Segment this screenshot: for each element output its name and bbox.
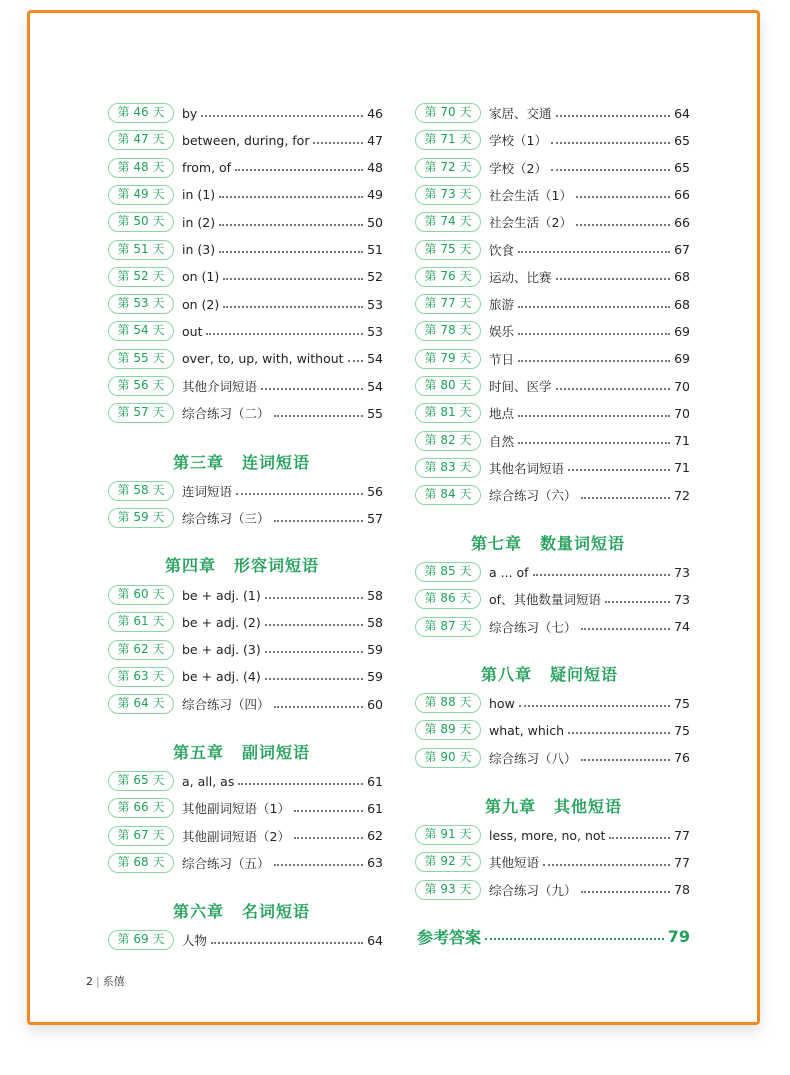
- day-badge: 第 67 天: [108, 826, 174, 846]
- day-badge: 第 88 天: [415, 693, 481, 713]
- entry-title: 其他介词短语: [182, 379, 258, 394]
- entry-title: 其他副词短语（1）: [182, 801, 290, 817]
- entry-title: 综合练习（二）: [182, 406, 270, 422]
- dot-leader: [265, 596, 363, 599]
- entry-page: 65: [674, 160, 690, 176]
- dot-leader: [235, 168, 363, 171]
- toc-entry[interactable]: [108, 184, 383, 206]
- day-badge: 第 85 天: [415, 562, 481, 582]
- entry-title: 节日: [489, 351, 515, 367]
- chapter-name: 疑问短语: [550, 665, 619, 684]
- dot-leader: [533, 573, 671, 576]
- answers-label: 参考答案: [417, 927, 482, 947]
- dot-leader: [519, 704, 670, 707]
- dot-leader: [518, 414, 670, 417]
- entry-title: on (2): [182, 296, 220, 312]
- entry-page: 67: [674, 242, 690, 257]
- toc-entry[interactable]: [415, 348, 690, 370]
- entry-title: how: [489, 695, 515, 711]
- page-footer: [86, 973, 125, 989]
- day-badge: 第 66 天: [108, 798, 174, 818]
- day-badge: 第 53 天: [108, 294, 174, 314]
- day-badge: 第 65 天: [108, 771, 174, 791]
- entry-page: 63: [367, 855, 383, 871]
- dot-leader: [219, 223, 363, 226]
- entry-title: what, which: [489, 722, 565, 738]
- toc-entry[interactable]: [415, 747, 690, 769]
- day-badge: 第 80 天: [415, 376, 481, 396]
- day-badge: 第 58 天: [108, 481, 174, 501]
- entry-page: 59: [367, 642, 383, 658]
- entry-title: between, during, for: [182, 132, 310, 148]
- chapter-heading-6[interactable]: [173, 899, 310, 922]
- day-badge: 第 69 天: [108, 930, 174, 950]
- dot-leader: [274, 414, 364, 417]
- day-badge: 第 64 天: [108, 694, 174, 714]
- dot-leader: [236, 492, 363, 495]
- day-badge: 第 90 天: [415, 748, 481, 768]
- entry-page: 69: [674, 351, 690, 367]
- toc-entry[interactable]: [108, 611, 383, 633]
- toc-entry[interactable]: [415, 293, 690, 315]
- entry-title: be + adj. (1): [182, 587, 261, 603]
- entry-page: 53: [367, 296, 383, 312]
- entry-title: 综合练习（三）: [182, 511, 270, 527]
- entry-page: 78: [674, 882, 690, 898]
- entry-page: 52: [367, 269, 383, 285]
- dot-leader: [518, 250, 670, 253]
- toc-entry[interactable]: [108, 639, 383, 661]
- entry-title: by: [182, 105, 198, 121]
- toc-entry[interactable]: [108, 480, 383, 502]
- toc-entry[interactable]: [108, 266, 383, 288]
- dot-leader: [543, 863, 670, 866]
- day-badge: 第 74 天: [415, 212, 481, 232]
- entry-title: in (1): [182, 187, 216, 203]
- toc-entry[interactable]: [415, 588, 690, 610]
- toc-entry[interactable]: [415, 616, 690, 638]
- entry-title: out: [182, 323, 203, 339]
- entry-page: 64: [674, 105, 690, 121]
- day-badge: 第 57 天: [108, 403, 174, 423]
- entry-title: 学校（2）: [489, 160, 547, 176]
- entry-page: 72: [674, 487, 690, 503]
- entry-title: in (2): [182, 214, 216, 230]
- entry-page: 75: [674, 695, 690, 711]
- toc-entry[interactable]: [108, 239, 383, 261]
- day-badge: 第 89 天: [415, 720, 481, 740]
- dot-leader: [518, 359, 670, 362]
- entry-title: 综合练习（九）: [489, 882, 577, 898]
- entry-page: 62: [367, 828, 383, 844]
- toc-entry[interactable]: [415, 375, 690, 397]
- dot-leader: [274, 705, 364, 708]
- chapter-heading-3[interactable]: [173, 450, 310, 473]
- toc-entry[interactable]: [415, 430, 690, 452]
- day-badge: 第 91 天: [415, 825, 481, 845]
- toc-entry[interactable]: [108, 666, 383, 688]
- entry-title: a ... of: [489, 564, 529, 580]
- dot-leader: [274, 863, 364, 866]
- dot-leader: [274, 519, 364, 522]
- entry-title: over, to, up, with, without: [182, 351, 344, 367]
- day-badge: 第 82 天: [415, 431, 481, 451]
- dot-leader: [211, 941, 363, 944]
- entry-page: 68: [674, 296, 690, 312]
- toc-entry[interactable]: [108, 129, 383, 151]
- dot-leader: [568, 731, 670, 734]
- dot-leader: [605, 600, 670, 603]
- toc-entry[interactable]: [108, 693, 383, 715]
- entry-page: 54: [367, 378, 383, 394]
- dot-leader: [348, 359, 364, 362]
- entry-page: 70: [674, 405, 690, 421]
- dot-leader: [551, 168, 670, 171]
- chapter-heading-5[interactable]: [173, 740, 310, 763]
- dot-leader: [581, 890, 671, 893]
- entry-title: 其他名词短语: [489, 460, 565, 476]
- dot-leader: [265, 677, 363, 680]
- answers-entry[interactable]: [417, 924, 690, 948]
- toc-entry[interactable]: [415, 879, 690, 901]
- chapter-number: 第五章: [173, 743, 225, 762]
- dot-leader: [581, 496, 671, 499]
- entry-page: 58: [367, 614, 383, 630]
- toc-entry[interactable]: [108, 797, 383, 819]
- entry-title: 人物: [182, 933, 208, 948]
- day-badge: 第 72 天: [415, 158, 481, 178]
- entry-page: 50: [367, 214, 383, 230]
- dot-leader: [518, 441, 670, 444]
- toc-entry[interactable]: [415, 851, 690, 873]
- entry-page: 53: [367, 323, 383, 339]
- chapter-name: 形容词短语: [234, 556, 320, 575]
- entry-page: 69: [674, 323, 690, 339]
- day-badge: 第 54 天: [108, 321, 174, 341]
- entry-page: 58: [367, 587, 383, 603]
- dot-leader: [581, 758, 671, 761]
- dot-leader: [238, 782, 363, 785]
- day-badge: 第 68 天: [108, 853, 174, 873]
- answers-page: 79: [667, 926, 690, 946]
- entry-page: 71: [674, 460, 690, 476]
- entry-title: 运动、比赛: [489, 269, 552, 285]
- toc-entry[interactable]: [415, 402, 690, 424]
- entry-title: be + adj. (2): [182, 614, 261, 630]
- entry-page: 54: [367, 351, 383, 367]
- entry-page: 77: [674, 854, 690, 870]
- day-badge: 第 83 天: [415, 458, 481, 478]
- day-badge: 第 71 天: [415, 130, 481, 150]
- entry-title: 时间、医学: [489, 379, 552, 394]
- day-badge: 第 93 天: [415, 880, 481, 900]
- toc-entry[interactable]: [415, 184, 690, 206]
- entry-page: 68: [674, 269, 690, 285]
- toc-entry[interactable]: [108, 102, 383, 124]
- page-number: 2: [86, 975, 93, 988]
- entry-title: 综合练习（五）: [182, 855, 270, 871]
- day-badge: 第 51 天: [108, 240, 174, 260]
- toc-entry[interactable]: [108, 929, 383, 951]
- day-badge: 第 56 天: [108, 376, 174, 396]
- chapter-name: 副词短语: [242, 743, 311, 762]
- dot-leader: [556, 114, 671, 117]
- toc-entry[interactable]: [108, 375, 383, 397]
- entry-page: 66: [674, 214, 690, 230]
- entry-page: 77: [674, 827, 690, 843]
- day-badge: 第 73 天: [415, 185, 481, 205]
- entry-title: of、其他数量词短语: [489, 592, 602, 608]
- entry-page: 48: [367, 160, 383, 176]
- entry-title: 综合练习（七）: [489, 619, 577, 635]
- day-badge: 第 78 天: [415, 321, 481, 341]
- entry-title: 旅游: [489, 297, 515, 313]
- entry-page: 55: [367, 405, 383, 421]
- day-badge: 第 49 天: [108, 185, 174, 205]
- dot-leader: [518, 332, 670, 335]
- day-badge: 第 76 天: [415, 267, 481, 287]
- entry-page: 51: [367, 242, 383, 257]
- dot-leader: [219, 250, 363, 253]
- day-badge: 第 75 天: [415, 240, 481, 260]
- toc-entry[interactable]: [415, 102, 690, 124]
- dot-leader: [609, 836, 670, 839]
- chapter-number: 第八章: [481, 665, 533, 684]
- entry-title: 地点: [489, 406, 515, 422]
- entry-title: 娱乐: [489, 324, 515, 340]
- entry-page: 47: [367, 132, 383, 148]
- entry-page: 64: [367, 932, 383, 948]
- toc-entry[interactable]: [108, 584, 383, 606]
- chapter-number: 第九章: [485, 797, 537, 816]
- entry-page: 74: [674, 619, 690, 635]
- toc-entry[interactable]: [415, 719, 690, 741]
- dot-leader: [223, 305, 363, 308]
- entry-title: be + adj. (3): [182, 642, 261, 658]
- chapter-heading-9[interactable]: [485, 794, 622, 817]
- toc-entry[interactable]: [415, 266, 690, 288]
- toc-entry[interactable]: [108, 770, 383, 792]
- day-badge: 第 70 天: [415, 103, 481, 123]
- dot-leader: [313, 141, 363, 144]
- entry-title: 综合练习（八）: [489, 750, 577, 766]
- entry-title: 综合练习（四）: [182, 697, 270, 713]
- chapter-heading-7[interactable]: [471, 531, 625, 554]
- entry-title: 其他短语: [489, 855, 540, 871]
- dot-leader: [206, 332, 363, 335]
- entry-title: 学校（1）: [489, 133, 547, 149]
- chapter-name: 名词短语: [242, 902, 311, 921]
- day-badge: 第 86 天: [415, 589, 481, 609]
- chapter-heading-8[interactable]: [481, 662, 618, 685]
- dot-leader: [581, 627, 671, 630]
- book-name: 系僖: [102, 975, 125, 988]
- day-badge: 第 77 天: [415, 294, 481, 314]
- toc-entry[interactable]: [415, 824, 690, 846]
- entry-page: 46: [367, 105, 383, 121]
- day-badge: 第 87 天: [415, 617, 481, 637]
- entry-page: 49: [367, 187, 383, 203]
- toc-entry[interactable]: [108, 320, 383, 342]
- dot-leader: [568, 468, 670, 471]
- day-badge: 第 60 天: [108, 585, 174, 605]
- chapter-number: 第三章: [173, 453, 225, 472]
- entry-title: 综合练习（六）: [489, 488, 577, 504]
- day-badge: 第 79 天: [415, 349, 481, 369]
- dot-leader: [556, 277, 671, 280]
- dot-leader: [576, 223, 670, 226]
- day-badge: 第 48 天: [108, 158, 174, 178]
- entry-page: 73: [674, 591, 690, 607]
- toc-entry[interactable]: [415, 157, 690, 179]
- day-badge: 第 62 天: [108, 640, 174, 660]
- day-badge: 第 63 天: [108, 667, 174, 687]
- entry-page: 60: [367, 696, 383, 712]
- chapter-number: 第七章: [471, 534, 523, 553]
- entry-title: on (1): [182, 269, 220, 285]
- day-badge: 第 55 天: [108, 349, 174, 369]
- entry-title: 社会生活（2）: [489, 215, 572, 231]
- chapter-name: 连词短语: [242, 453, 311, 472]
- day-badge: 第 59 天: [108, 508, 174, 528]
- entry-title: in (3): [182, 242, 216, 257]
- chapter-number: 第六章: [173, 902, 225, 921]
- dot-leader: [518, 305, 670, 308]
- chapter-name: 数量词短语: [540, 534, 626, 553]
- dot-leader: [294, 809, 363, 812]
- chapter-name: 其他短语: [554, 797, 623, 816]
- entry-page: 76: [674, 750, 690, 766]
- chapter-heading-4[interactable]: [165, 553, 319, 576]
- toc-entry[interactable]: [415, 484, 690, 506]
- day-badge: 第 52 天: [108, 267, 174, 287]
- day-badge: 第 84 天: [415, 485, 481, 505]
- dot-leader: [551, 141, 670, 144]
- entry-title: 饮食: [489, 242, 515, 258]
- dot-leader: [485, 937, 664, 940]
- toc-entry[interactable]: [415, 211, 690, 233]
- toc-entry[interactable]: [415, 561, 690, 583]
- dot-leader: [201, 114, 363, 117]
- day-badge: 第 47 天: [108, 130, 174, 150]
- day-badge: 第 81 天: [415, 403, 481, 423]
- entry-title: from, of: [182, 160, 232, 176]
- dot-leader: [261, 387, 363, 390]
- entry-page: 73: [674, 564, 690, 580]
- entry-title: 连词短语: [182, 484, 233, 499]
- toc-entry[interactable]: [108, 157, 383, 179]
- toc-entry[interactable]: [415, 692, 690, 714]
- toc-entry[interactable]: [415, 457, 690, 479]
- footer-separator: |: [96, 975, 100, 988]
- dot-leader: [556, 387, 671, 390]
- toc-entry[interactable]: [108, 402, 383, 424]
- entry-title: 社会生活（1）: [489, 187, 572, 203]
- entry-page: 75: [674, 722, 690, 738]
- entry-title: 家居、交通: [489, 106, 552, 121]
- day-badge: 第 61 天: [108, 612, 174, 632]
- entry-page: 61: [367, 773, 383, 789]
- dot-leader: [223, 277, 363, 280]
- day-badge: 第 46 天: [108, 103, 174, 123]
- toc-entry[interactable]: [108, 211, 383, 233]
- toc-entry[interactable]: [108, 348, 383, 370]
- entry-title: a, all, as: [182, 773, 235, 789]
- entry-title: 自然: [489, 433, 515, 449]
- day-badge: 第 92 天: [415, 852, 481, 872]
- toc-entry[interactable]: [415, 320, 690, 342]
- entry-title: 其他副词短语（2）: [182, 828, 290, 844]
- entry-page: 61: [367, 800, 383, 816]
- toc-entry[interactable]: [415, 239, 690, 261]
- entry-page: 71: [674, 433, 690, 449]
- day-badge: 第 50 天: [108, 212, 174, 232]
- entry-page: 65: [674, 132, 690, 148]
- dot-leader: [294, 836, 363, 839]
- chapter-number: 第四章: [165, 556, 217, 575]
- entry-page: 59: [367, 669, 383, 685]
- dot-leader: [576, 195, 670, 198]
- toc-entry[interactable]: [108, 507, 383, 529]
- toc-entry[interactable]: [108, 293, 383, 315]
- entry-page: 56: [367, 483, 383, 499]
- entry-page: 66: [674, 187, 690, 203]
- entry-title: be + adj. (4): [182, 669, 261, 685]
- toc-entry[interactable]: [108, 852, 383, 874]
- dot-leader: [219, 195, 363, 198]
- entry-title: less, more, no, not: [489, 827, 606, 843]
- toc-entry[interactable]: [108, 825, 383, 847]
- entry-page: 70: [674, 378, 690, 394]
- toc-entry[interactable]: [415, 129, 690, 151]
- dot-leader: [265, 650, 363, 653]
- dot-leader: [265, 623, 363, 626]
- entry-page: 57: [367, 510, 383, 526]
